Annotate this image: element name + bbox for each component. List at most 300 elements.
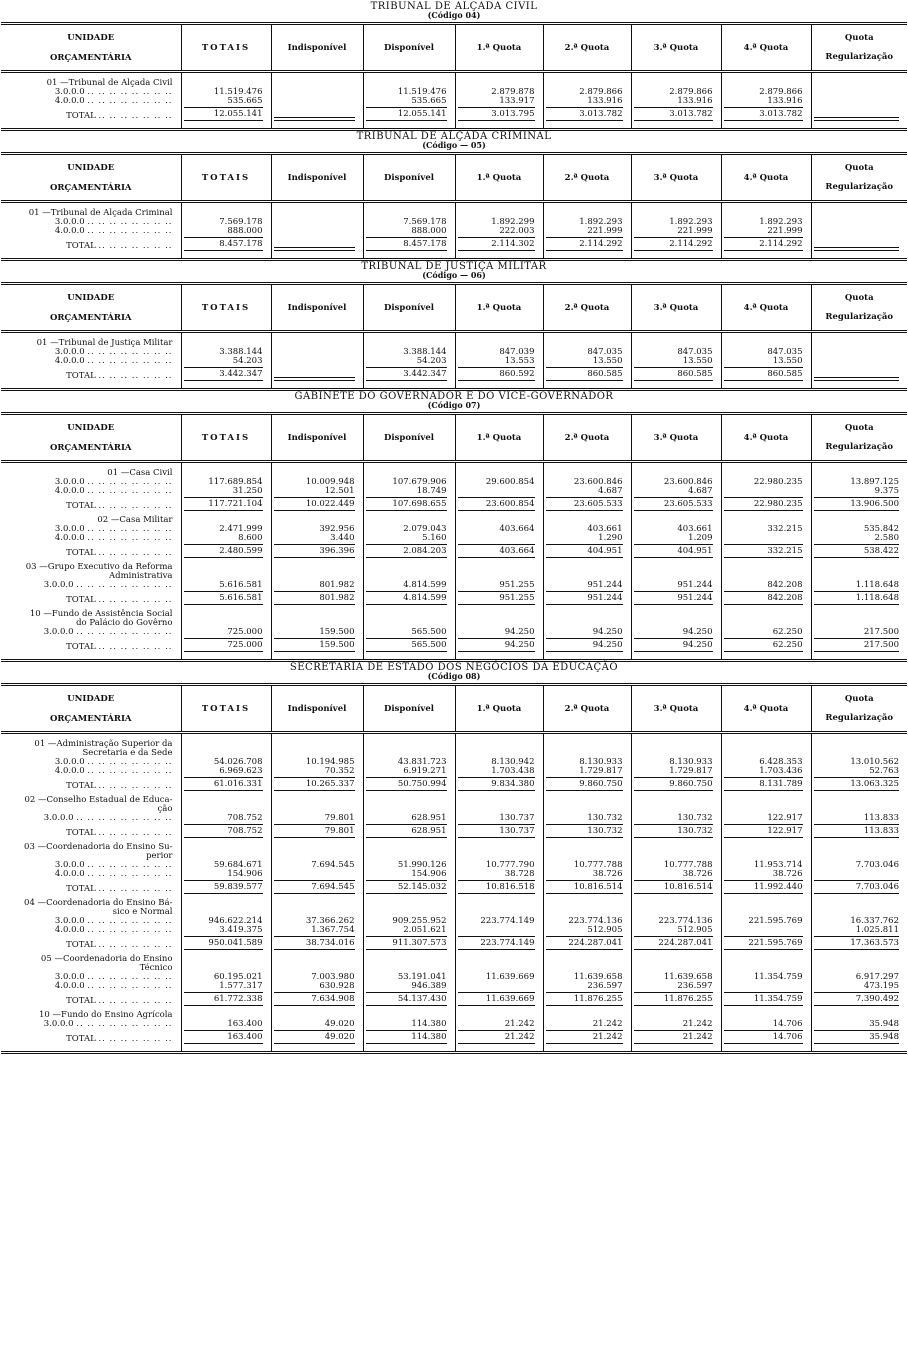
cell-value: 21.242: [631, 1020, 721, 1029]
cell-value: 392.956: [271, 525, 363, 534]
total-row: [1, 637, 907, 653]
cell-value: 133.917: [455, 97, 543, 106]
unit-name: Administrativa: [109, 571, 173, 581]
cell-value: 6.917.297: [811, 973, 907, 982]
header-quota-3: 3.ª Quota: [631, 414, 721, 462]
cell-value: 221.595.769: [721, 917, 811, 926]
header-quota-3: 3.ª Quota: [631, 685, 721, 733]
header-regularizacao-line2: Regularização: [825, 441, 894, 452]
header-unidade-line2: ORÇAMENTÁRIA: [49, 713, 132, 724]
total-value: 11.639.669: [458, 992, 535, 1006]
cell-value: 708.752: [181, 814, 271, 823]
total-value: [274, 247, 355, 251]
total-value: 404.951: [546, 544, 623, 558]
table-row: [1, 97, 907, 106]
total-value: 94.250: [546, 638, 623, 652]
header-regularizacao: [811, 414, 907, 462]
cell-value: [811, 357, 907, 366]
total-value: 114.380: [366, 1030, 447, 1044]
cell-value: 1.703.436: [721, 767, 811, 776]
budget-table: [1, 412, 907, 662]
cell-value: [271, 870, 363, 879]
total-dots: .. .. .. .. .. .. ..: [98, 828, 173, 838]
unit-name: Tribunal de Alçada Civil: [68, 78, 173, 88]
cell-value: 35.948: [811, 1020, 907, 1029]
table-row: [1, 487, 907, 496]
total-value: 4.814.599: [366, 591, 447, 605]
total-value: 11.992.440: [724, 880, 803, 894]
header-quota-2: 2.ª Quota: [543, 154, 631, 202]
total-value: 62.250: [724, 638, 803, 652]
total-label: TOTAL: [66, 595, 96, 605]
total-dots: .. .. .. .. .. .. ..: [98, 1034, 173, 1044]
unit-number: 02 —: [24, 795, 47, 805]
total-row: [1, 1029, 907, 1045]
cell-value: 10.009.948: [271, 478, 363, 487]
unit-name: Secretaria e da Sede: [82, 748, 173, 758]
cell-value: 403.661: [631, 525, 721, 534]
total-row: [1, 823, 907, 839]
cell-value: 13.550: [631, 357, 721, 366]
cell-value: 23.600.846: [631, 478, 721, 487]
cell-value: 909.255.952: [363, 917, 455, 926]
total-value: 951.244: [634, 591, 713, 605]
row-code: 3.0.0.0: [43, 580, 74, 590]
cell-value: 13.550: [543, 357, 631, 366]
header-unidade-line1: UNIDADE: [67, 422, 115, 433]
cell-value: 54.203: [181, 357, 271, 366]
cell-value: 1.729.817: [631, 767, 721, 776]
row-dots: .. .. .. .. .. .. .. ..: [87, 869, 173, 879]
cell-value: [271, 227, 363, 236]
table-row: [1, 870, 907, 879]
cell-value: [721, 534, 811, 543]
row-code: 3.0.0.0: [54, 524, 85, 534]
cell-value: 221.999: [631, 227, 721, 236]
total-value: 10.816.514: [634, 880, 713, 894]
total-row: [1, 496, 907, 512]
cell-value: 630.928: [271, 982, 363, 991]
cell-value: [271, 348, 363, 357]
cell-value: [271, 218, 363, 227]
row-code: 3.0.0.0: [43, 813, 74, 823]
cell-value: 117.689.854: [181, 478, 271, 487]
total-value: 12.055.141: [366, 107, 447, 121]
table-row: [1, 227, 907, 236]
total-value: 130.732: [546, 824, 623, 838]
cell-value: [271, 97, 363, 106]
row-code: 4.0.0.0: [54, 869, 85, 879]
section-title: [0, 131, 908, 152]
row-dots: .. .. .. .. .. .. .. ..: [87, 347, 173, 357]
cell-value: 535.665: [181, 97, 271, 106]
total-value: 396.396: [274, 544, 355, 558]
total-value: 23.605.533: [546, 497, 623, 511]
row-code: 3.0.0.0: [54, 347, 85, 357]
unit-name: do Palácio do Govêrno: [76, 618, 173, 628]
header-disponivel: Disponível: [363, 685, 455, 733]
total-value: 951.255: [458, 591, 535, 605]
total-value: 911.307.573: [366, 936, 447, 950]
total-value: 950.041.589: [184, 936, 263, 950]
table-header: [1, 24, 907, 72]
total-value: 59.839.577: [184, 880, 263, 894]
header-totais: TOTAIS: [181, 284, 271, 332]
cell-value: 130.732: [631, 814, 721, 823]
header-indisponivel: Indisponível: [271, 414, 363, 462]
cell-value: 13.553: [455, 357, 543, 366]
cell-value: 12.501: [271, 487, 363, 496]
row-code: 3.0.0.0: [43, 1019, 74, 1029]
cell-value: 5.160: [363, 534, 455, 543]
budget-table: [1, 282, 907, 391]
cell-value: 8.600: [181, 534, 271, 543]
total-value: 107.698.655: [366, 497, 447, 511]
header-quota-4: 4.ª Quota: [721, 154, 811, 202]
total-value: 8.457.178: [184, 237, 263, 251]
cell-value: 59.684.671: [181, 861, 271, 870]
row-code: 3.0.0.0: [54, 860, 85, 870]
header-regularizacao-line1: Quota: [844, 693, 874, 704]
cell-value: 725.000: [181, 628, 271, 637]
header-disponivel: Disponível: [363, 24, 455, 72]
total-value: 842.208: [724, 591, 803, 605]
total-label: TOTAL: [66, 996, 96, 1006]
cell-value: 18.749: [363, 487, 455, 496]
table-row: [1, 628, 907, 637]
cell-value: [811, 348, 907, 357]
cell-value: 54.026.708: [181, 758, 271, 767]
row-code: 3.0.0.0: [54, 972, 85, 982]
total-label: TOTAL: [66, 884, 96, 894]
total-value: 9.860.750: [546, 777, 623, 791]
header-quota-1: 1.ª Quota: [455, 154, 543, 202]
cell-value: [811, 870, 907, 879]
total-value: 7.634.908: [274, 992, 355, 1006]
section-title: [0, 391, 908, 412]
cell-value: 11.519.476: [181, 88, 271, 97]
cell-value: 2.879.878: [455, 88, 543, 97]
unit-name: Tribunal de Justiça Militar: [58, 338, 173, 348]
header-disponivel: Disponível: [363, 154, 455, 202]
total-value: 2.114.292: [546, 237, 623, 251]
total-value: 224.287.041: [546, 936, 623, 950]
row-code: 4.0.0.0: [54, 226, 85, 236]
unit-number: 03 —: [25, 562, 48, 572]
cell-value: 236.597: [631, 982, 721, 991]
total-dots: .. .. .. .. .. .. ..: [98, 501, 173, 511]
total-row: [1, 106, 907, 122]
total-dots: .. .. .. .. .. .. ..: [98, 595, 173, 605]
total-value: 23.600.854: [458, 497, 535, 511]
cell-value: 10.777.788: [631, 861, 721, 870]
cell-value: 217.500: [811, 628, 907, 637]
cell-value: 11.639.658: [543, 973, 631, 982]
unit-name-row: [1, 843, 907, 852]
total-value: 23.605.533: [634, 497, 713, 511]
total-value: 35.948: [814, 1030, 900, 1044]
header-regularizacao-line2: Regularização: [825, 712, 894, 723]
header-indisponivel: Indisponível: [271, 24, 363, 72]
header-quota-1: 1.ª Quota: [455, 685, 543, 733]
cell-value: 2.580: [811, 534, 907, 543]
total-value: 3.442.347: [366, 367, 447, 381]
total-value: 5.616.581: [184, 591, 263, 605]
total-value: 860.585: [546, 367, 623, 381]
cell-value: 332.215: [721, 525, 811, 534]
cell-value: 628.951: [363, 814, 455, 823]
cell-value: 9.375: [811, 487, 907, 496]
total-value: 2.114.292: [634, 237, 713, 251]
unit-number: 01 —: [107, 468, 130, 478]
total-value: 565.500: [366, 638, 447, 652]
table-row: [1, 767, 907, 776]
section-name: TRIBUNAL DE JUSTIÇA MILITAR: [361, 261, 547, 272]
header-quota-1: 1.ª Quota: [455, 284, 543, 332]
cell-value: 6.919.271: [363, 767, 455, 776]
cell-value: 11.639.669: [455, 973, 543, 982]
header-totais: TOTAIS: [181, 685, 271, 733]
cell-value: 847.039: [455, 348, 543, 357]
total-value: 49.020: [274, 1030, 355, 1044]
section-code: (Código 08): [427, 671, 481, 681]
unit-name: Conselho Estadual de Educa-: [46, 795, 173, 805]
total-value: 951.244: [546, 591, 623, 605]
row-code: 3.0.0.0: [54, 757, 85, 767]
cell-value: 38.726: [543, 870, 631, 879]
cell-value: 8.130.942: [455, 758, 543, 767]
total-value: 7.694.545: [274, 880, 355, 894]
header-unidade-line1: UNIDADE: [67, 162, 115, 173]
total-dots: .. .. .. .. .. .. ..: [98, 940, 173, 950]
header-quota-4: 4.ª Quota: [721, 24, 811, 72]
cell-value: 946.622.214: [181, 917, 271, 926]
cell-value: 1.892.299: [455, 218, 543, 227]
total-value: 11.876.255: [634, 992, 713, 1006]
cell-value: 7.003.980: [271, 973, 363, 982]
total-value: 860.592: [458, 367, 535, 381]
cell-value: 94.250: [543, 628, 631, 637]
row-code: 3.0.0.0: [54, 477, 85, 487]
budget-table: [1, 683, 907, 1054]
section-title: [0, 1, 908, 22]
total-value: 221.595.769: [724, 936, 803, 950]
cell-value: 1.367.754: [271, 926, 363, 935]
cell-value: 403.661: [543, 525, 631, 534]
cell-value: 113.833: [811, 814, 907, 823]
cell-value: 37.366.262: [271, 917, 363, 926]
cell-value: 154.906: [181, 870, 271, 879]
cell-value: 133.916: [631, 97, 721, 106]
total-value: 13.063.325: [814, 777, 900, 791]
cell-value: 221.999: [543, 227, 631, 236]
total-dots: .. .. .. .. .. .. ..: [98, 996, 173, 1006]
total-label: TOTAL: [66, 111, 96, 121]
cell-value: 10.194.985: [271, 758, 363, 767]
unit-name-row: [1, 955, 907, 964]
cell-value: 11.639.658: [631, 973, 721, 982]
cell-value: 3.388.144: [363, 348, 455, 357]
cell-value: 951.255: [455, 581, 543, 590]
header-unidade-line2: ORÇAMENTÁRIA: [49, 52, 132, 63]
total-value: 332.215: [724, 544, 803, 558]
header-regularizacao: [811, 685, 907, 733]
cell-value: 7.569.178: [363, 218, 455, 227]
total-label: TOTAL: [66, 501, 96, 511]
cell-value: 1.577.317: [181, 982, 271, 991]
row-dots: .. .. .. .. .. .. .. .. ..: [76, 813, 173, 823]
total-value: 404.951: [634, 544, 713, 558]
unit-name: sico e Normal: [112, 907, 173, 917]
table-header: [1, 414, 907, 462]
total-label: TOTAL: [66, 1034, 96, 1044]
cell-value: 6.969.623: [181, 767, 271, 776]
row-dots: .. .. .. .. .. .. .. ..: [87, 356, 173, 366]
cell-value: 133.916: [543, 97, 631, 106]
cell-value: 888.000: [181, 227, 271, 236]
cell-value: [271, 88, 363, 97]
unit-number: 03 —: [24, 842, 47, 852]
section-name: TRIBUNAL DE ALÇADA CIVIL: [370, 1, 538, 12]
total-value: 2.480.599: [184, 544, 263, 558]
total-value: 860.585: [724, 367, 803, 381]
cell-value: 11.519.476: [363, 88, 455, 97]
header-regularizacao: [811, 24, 907, 72]
total-value: [814, 247, 900, 251]
cell-value: 133.916: [721, 97, 811, 106]
cell-value: 43.831.723: [363, 758, 455, 767]
cell-value: 16.337.762: [811, 917, 907, 926]
total-value: 2.084.203: [366, 544, 447, 558]
header-regularizacao-line1: Quota: [844, 162, 874, 173]
unit-name: ção: [157, 804, 173, 814]
table-header: [1, 154, 907, 202]
header-unidade: [1, 154, 181, 202]
cell-value: 10.777.788: [543, 861, 631, 870]
section-code: (Código 04): [427, 10, 481, 20]
total-value: 3.013.782: [724, 107, 803, 121]
budget-table: [1, 22, 907, 131]
total-label: TOTAL: [66, 241, 96, 251]
cell-value: 946.389: [363, 982, 455, 991]
header-regularizacao-line1: Quota: [844, 32, 874, 43]
header-unidade-line2: ORÇAMENTÁRIA: [49, 442, 132, 453]
cell-value: 21.242: [455, 1020, 543, 1029]
unit-number: 05 —: [40, 954, 63, 964]
total-row: [1, 991, 907, 1007]
row-code: 3.0.0.0: [54, 217, 85, 227]
total-value: 860.585: [634, 367, 713, 381]
row-code: 3.0.0.0: [54, 87, 85, 97]
row-code: 4.0.0.0: [54, 486, 85, 496]
total-value: 2.114.302: [458, 237, 535, 251]
row-code: 4.0.0.0: [54, 356, 85, 366]
total-value: 113.833: [814, 824, 900, 838]
row-dots: .. .. .. .. .. .. .. ..: [87, 524, 173, 534]
total-value: 17.363.573: [814, 936, 900, 950]
cell-value: 94.250: [631, 628, 721, 637]
unit-name: Coordenadoria do Ensino Su-: [46, 842, 173, 852]
total-value: 159.500: [274, 638, 355, 652]
unit-name: Casa Militar: [119, 515, 173, 525]
header-quota-2: 2.ª Quota: [543, 685, 631, 733]
cell-value: 223.774.136: [543, 917, 631, 926]
total-value: 11.354.759: [724, 992, 803, 1006]
header-quota-3: 3.ª Quota: [631, 284, 721, 332]
row-code: 4.0.0.0: [54, 925, 85, 935]
header-regularizacao-line2: Regularização: [825, 311, 894, 322]
unit-name: Grupo Executivo da Reforma: [47, 562, 173, 572]
total-row: [1, 776, 907, 792]
table-row: [1, 982, 907, 991]
total-label: TOTAL: [66, 548, 96, 558]
cell-value: 6.428.353: [721, 758, 811, 767]
cell-value: 1.290: [543, 534, 631, 543]
unit-number: 02 —: [97, 515, 120, 525]
total-value: 54.137.430: [366, 992, 447, 1006]
header-regularizacao-line2: Regularização: [825, 51, 894, 62]
cell-value: 13.897.125: [811, 478, 907, 487]
section-title: [0, 662, 908, 683]
total-value: 10.816.514: [546, 880, 623, 894]
total-value: 117.721.104: [184, 497, 263, 511]
total-value: 628.951: [366, 824, 447, 838]
cell-value: 236.597: [543, 982, 631, 991]
cell-value: 38.728: [455, 870, 543, 879]
total-value: [814, 377, 900, 381]
cell-value: 38.726: [721, 870, 811, 879]
cell-value: [271, 357, 363, 366]
section-title: [0, 261, 908, 282]
unit-name: Fundo de Assistência Social: [51, 609, 173, 619]
cell-value: 122.917: [721, 814, 811, 823]
total-value: 11.876.255: [546, 992, 623, 1006]
cell-value: 2.471.999: [181, 525, 271, 534]
cell-value: 94.250: [455, 628, 543, 637]
cell-value: [811, 97, 907, 106]
total-value: 725.000: [184, 638, 263, 652]
table-row: [1, 534, 907, 543]
total-value: 22.980.235: [724, 497, 803, 511]
header-unidade: [1, 685, 181, 733]
table-row: [1, 1020, 907, 1029]
budget-table: [1, 152, 907, 261]
unit-name: Fundo do Ensino Agrícola: [61, 1010, 173, 1020]
total-dots: .. .. .. .. .. .. ..: [98, 371, 173, 381]
total-row: [1, 236, 907, 252]
cell-value: 2.051.621: [363, 926, 455, 935]
unit-number: 01 —: [34, 739, 57, 749]
section-name: GABINETE DO GOVERNADOR E DO VICE-GOVERNADOR: [294, 391, 614, 402]
unit-number: 01 —: [36, 338, 59, 348]
cell-value: 49.020: [271, 1020, 363, 1029]
header-regularizacao: [811, 284, 907, 332]
row-dots: .. .. .. .. .. .. .. ..: [87, 87, 173, 97]
table-header: [1, 284, 907, 332]
table-row: [1, 581, 907, 590]
total-value: 801.982: [274, 591, 355, 605]
row-dots: .. .. .. .. .. .. .. ..: [87, 981, 173, 991]
header-quota-4: 4.ª Quota: [721, 284, 811, 332]
section-code: (Código — 05): [422, 140, 486, 150]
cell-value: 22.980.235: [721, 478, 811, 487]
row-dots: .. .. .. .. .. .. .. ..: [87, 757, 173, 767]
total-value: 13.906.500: [814, 497, 900, 511]
total-value: 9.834.380: [458, 777, 535, 791]
cell-value: 79.801: [271, 814, 363, 823]
row-dots: .. .. .. .. .. .. .. ..: [87, 972, 173, 982]
row-dots: .. .. .. .. .. .. .. ..: [87, 925, 173, 935]
